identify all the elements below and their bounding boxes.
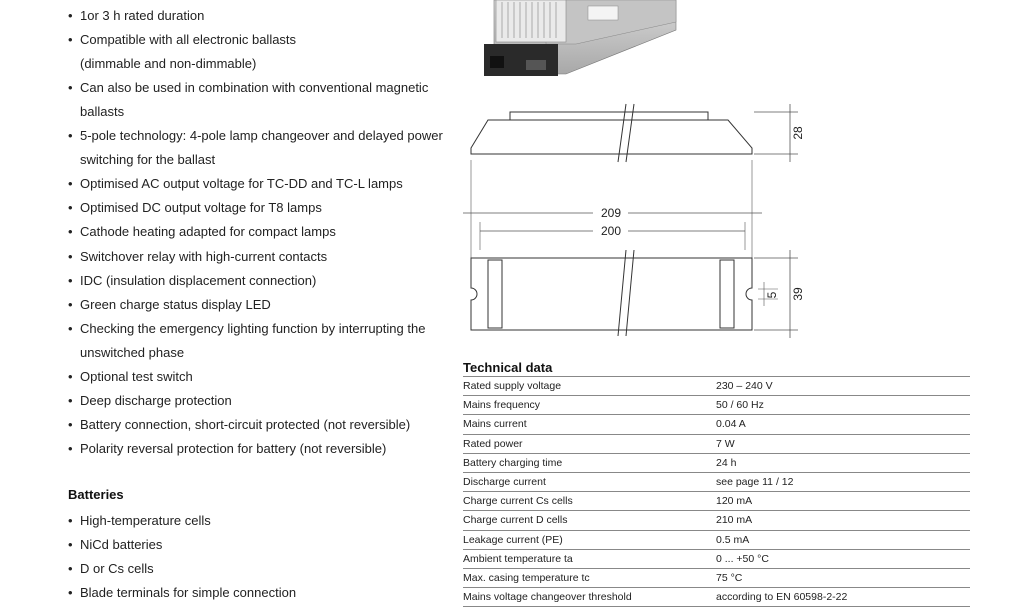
item-text: (dimmable and non-dimmable) bbox=[80, 56, 257, 72]
row-label: Mains voltage changeover threshold bbox=[463, 591, 632, 604]
side-view-outline bbox=[471, 112, 752, 154]
top-view-outline bbox=[471, 258, 752, 330]
bullet-icon: • bbox=[68, 368, 73, 384]
batteries-heading: Batteries bbox=[68, 487, 124, 502]
row-label: Leakage current (PE) bbox=[463, 533, 563, 546]
row-label: Mains frequency bbox=[463, 399, 541, 412]
table-row bbox=[463, 396, 970, 415]
item-text: Battery connection, short-circuit protected (not reversible) bbox=[80, 416, 411, 432]
row-label: Ambient temperature ta bbox=[463, 552, 573, 565]
bullet-icon: • bbox=[68, 392, 73, 408]
item-text: Cathode heating adapted for compact lamps bbox=[80, 224, 336, 240]
item-text: Optimised DC output voltage for T8 lamps bbox=[80, 200, 322, 216]
item-text: Blade terminals for simple connection bbox=[80, 585, 297, 601]
dim-width-label: 39 bbox=[791, 287, 805, 301]
bullet-icon: • bbox=[68, 200, 73, 216]
dim-hole-spacing-label: 200 bbox=[600, 224, 622, 238]
item-text: Optimised AC output voltage for TC-DD and TC-L lamps bbox=[80, 176, 403, 192]
bullet-icon: • bbox=[68, 320, 73, 336]
bullet-icon: • bbox=[68, 537, 73, 553]
dim-height-label: 28 bbox=[791, 126, 805, 140]
row-label: Rated power bbox=[463, 437, 523, 450]
dim-overall-length-label: 209 bbox=[600, 206, 622, 220]
item-text: ballasts bbox=[80, 104, 125, 120]
item-text: Polarity reversal protection for battery (not reversible) bbox=[80, 440, 387, 456]
bullet-icon: • bbox=[68, 248, 73, 264]
technical-data-table bbox=[463, 376, 970, 607]
item-text: Compatible with all electronic ballasts bbox=[80, 32, 297, 48]
row-label: Discharge current bbox=[463, 475, 546, 488]
table-row bbox=[463, 492, 970, 511]
bullet-icon: • bbox=[68, 176, 73, 192]
row-label: Battery charging time bbox=[463, 456, 563, 469]
item-text: Checking the emergency lighting function by interrupting the bbox=[80, 320, 426, 336]
technical-data-title: Technical data bbox=[463, 360, 553, 375]
bullet-icon: • bbox=[68, 440, 73, 456]
item-text: unswitched phase bbox=[80, 344, 185, 360]
dimension-drawing bbox=[458, 100, 808, 340]
item-text: D or Cs cells bbox=[80, 561, 154, 577]
table-row bbox=[463, 569, 970, 588]
row-value: 0.04 A bbox=[716, 418, 746, 431]
product-photo bbox=[476, 0, 691, 82]
row-label: Rated supply voltage bbox=[463, 380, 562, 392]
item-text: IDC (insulation displacement connection) bbox=[80, 272, 317, 288]
bullet-icon: • bbox=[68, 513, 73, 529]
bullet-icon: • bbox=[68, 80, 73, 96]
item-text: Deep discharge protection bbox=[80, 392, 232, 408]
item-text: Optional test switch bbox=[80, 368, 193, 384]
bullet-icon: • bbox=[68, 585, 73, 601]
bullet-icon: • bbox=[68, 296, 73, 312]
row-value: according to EN 60598-2-22 bbox=[716, 591, 848, 604]
row-value: 24 h bbox=[716, 456, 737, 469]
row-label: Max. casing temperature tc bbox=[463, 571, 590, 584]
table-row bbox=[463, 454, 970, 473]
row-value: 120 mA bbox=[716, 495, 753, 508]
item-text: 5-pole technology: 4-pole lamp changeover and delayed power bbox=[80, 128, 443, 144]
item-text: NiCd batteries bbox=[80, 537, 163, 553]
item-text: 1or 3 h rated duration bbox=[80, 8, 205, 23]
row-label: Mains current bbox=[463, 418, 527, 431]
bullet-icon: • bbox=[68, 8, 73, 23]
row-value: 50 / 60 Hz bbox=[716, 399, 764, 412]
row-value: 210 mA bbox=[716, 514, 753, 527]
row-value: 0 ... +50 °C bbox=[716, 552, 769, 565]
row-value: 75 °C bbox=[716, 571, 743, 584]
dim-hole-label: 5 bbox=[765, 291, 779, 299]
row-value: 7 W bbox=[716, 437, 735, 450]
table-row bbox=[463, 511, 970, 530]
table-row bbox=[463, 435, 970, 454]
row-label: Charge current D cells bbox=[463, 514, 568, 527]
item-text: Switchover relay with high-current contacts bbox=[80, 248, 328, 264]
table-row bbox=[463, 415, 970, 434]
item-text: switching for the ballast bbox=[80, 152, 216, 168]
table-row bbox=[463, 531, 970, 550]
table-row bbox=[463, 473, 970, 492]
row-value: 0.5 mA bbox=[716, 533, 750, 546]
row-label: Charge current Cs cells bbox=[463, 495, 573, 508]
bullet-icon: • bbox=[68, 128, 73, 144]
bullet-icon: • bbox=[68, 224, 73, 240]
table-row bbox=[463, 588, 970, 607]
item-text: Can also be used in combination with conventional magnetic bbox=[80, 80, 429, 96]
row-value: see page 11 / 12 bbox=[716, 475, 794, 488]
row-value: 230 – 240 V bbox=[716, 380, 773, 392]
bullet-icon: • bbox=[68, 561, 73, 577]
bullet-icon: • bbox=[68, 32, 73, 48]
item-text: High-temperature cells bbox=[80, 513, 211, 529]
table-row bbox=[463, 376, 970, 396]
item-text: Green charge status display LED bbox=[80, 296, 271, 312]
bullet-icon: • bbox=[68, 416, 73, 432]
table-row bbox=[463, 550, 970, 569]
bullet-icon: • bbox=[68, 272, 73, 288]
